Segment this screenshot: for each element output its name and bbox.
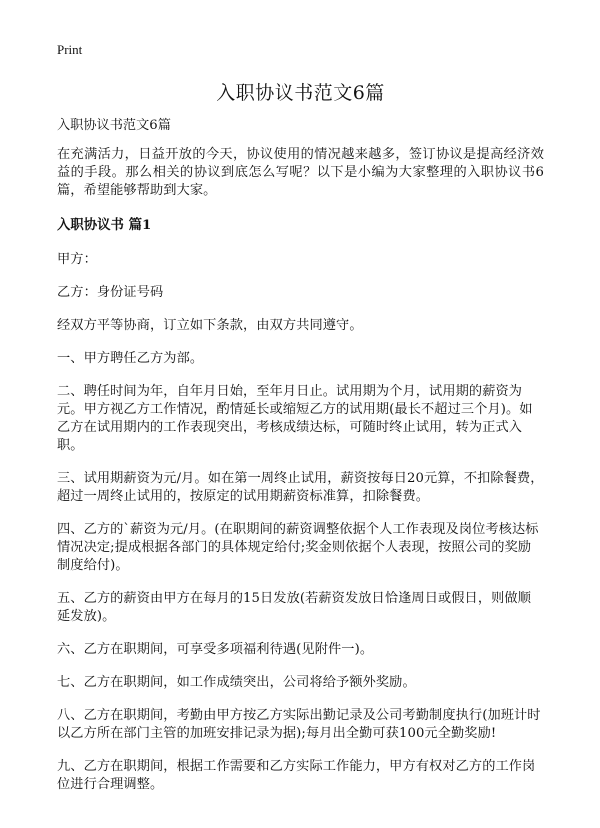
clause-3: 三、试用期薪资为元/月。如在第一周终止试用，薪资按每日20元算，不扣除餐费，超过一周终止试用的，按原定的试用期薪资标准算，扣除餐费。	[57, 471, 544, 504]
clause-6: 六、乙方在职期间，可享受多项福利待遇(见附件一)。	[57, 642, 374, 657]
print-label: Print	[57, 42, 83, 57]
clause-8: 八、乙方在职期间，考勤由甲方按乙方实际出勤记录及公司考勤制度执行(加班计时以乙方所在部门主管的加班安排记录为据);每月出全勤可获100元全勤奖励!	[57, 708, 541, 741]
clause-1: 一、甲方聘任乙方为部。	[57, 351, 204, 366]
party-b-line: 乙方：身份证号码	[57, 285, 164, 300]
document-subtitle: 入职协议书范文6篇	[57, 118, 171, 133]
document-title: 入职协议书范文6篇	[216, 82, 385, 104]
preamble-line: 经双方平等协商，订立如下条款，由双方共同遵守。	[57, 318, 363, 333]
clause-2: 二、聘任时间为年，自年月日始，至年月日止。试用期为个月，试用期的薪资为元。甲方视乙方工作情况，酌情延长或缩短乙方的试用期(最长不超过三个月)。如乙方在试用期内的工作表现突出，考核成绩达标，可随时终止试用，转为正式入职。	[57, 384, 533, 453]
clause-5: 五、乙方的薪资由甲方在每月的15日发放(若薪资发放日恰逢周日或假日，则做顺延发放)。	[57, 591, 531, 624]
party-a-line: 甲方：	[57, 252, 97, 267]
section-heading: 入职协议书 篇1	[57, 217, 152, 233]
clause-9: 九、乙方在职期间，根据工作需要和乙方实际工作能力，甲方有权对乙方的工作岗位进行合理调整。	[57, 759, 536, 792]
intro-paragraph: 在充满活力，日益开放的今天，协议使用的情况越来越多，签订协议是提高经济效益的手段。那么相关的协议到底怎么写呢？以下是小编为大家整理的入职协议书6篇，希望能够帮助到大家。	[57, 147, 544, 198]
clause-4: 四、乙方的`薪资为元/月。(在职期间的薪资调整依据个人工作表现及岗位考核达标情况决定;提成根据各部门的具体规定给付;奖金则依据个人表现，按照公司的奖励制度给付)。	[57, 522, 539, 573]
clause-7: 七、乙方在职期间，如工作成绩突出，公司将给予额外奖励。	[57, 675, 416, 690]
